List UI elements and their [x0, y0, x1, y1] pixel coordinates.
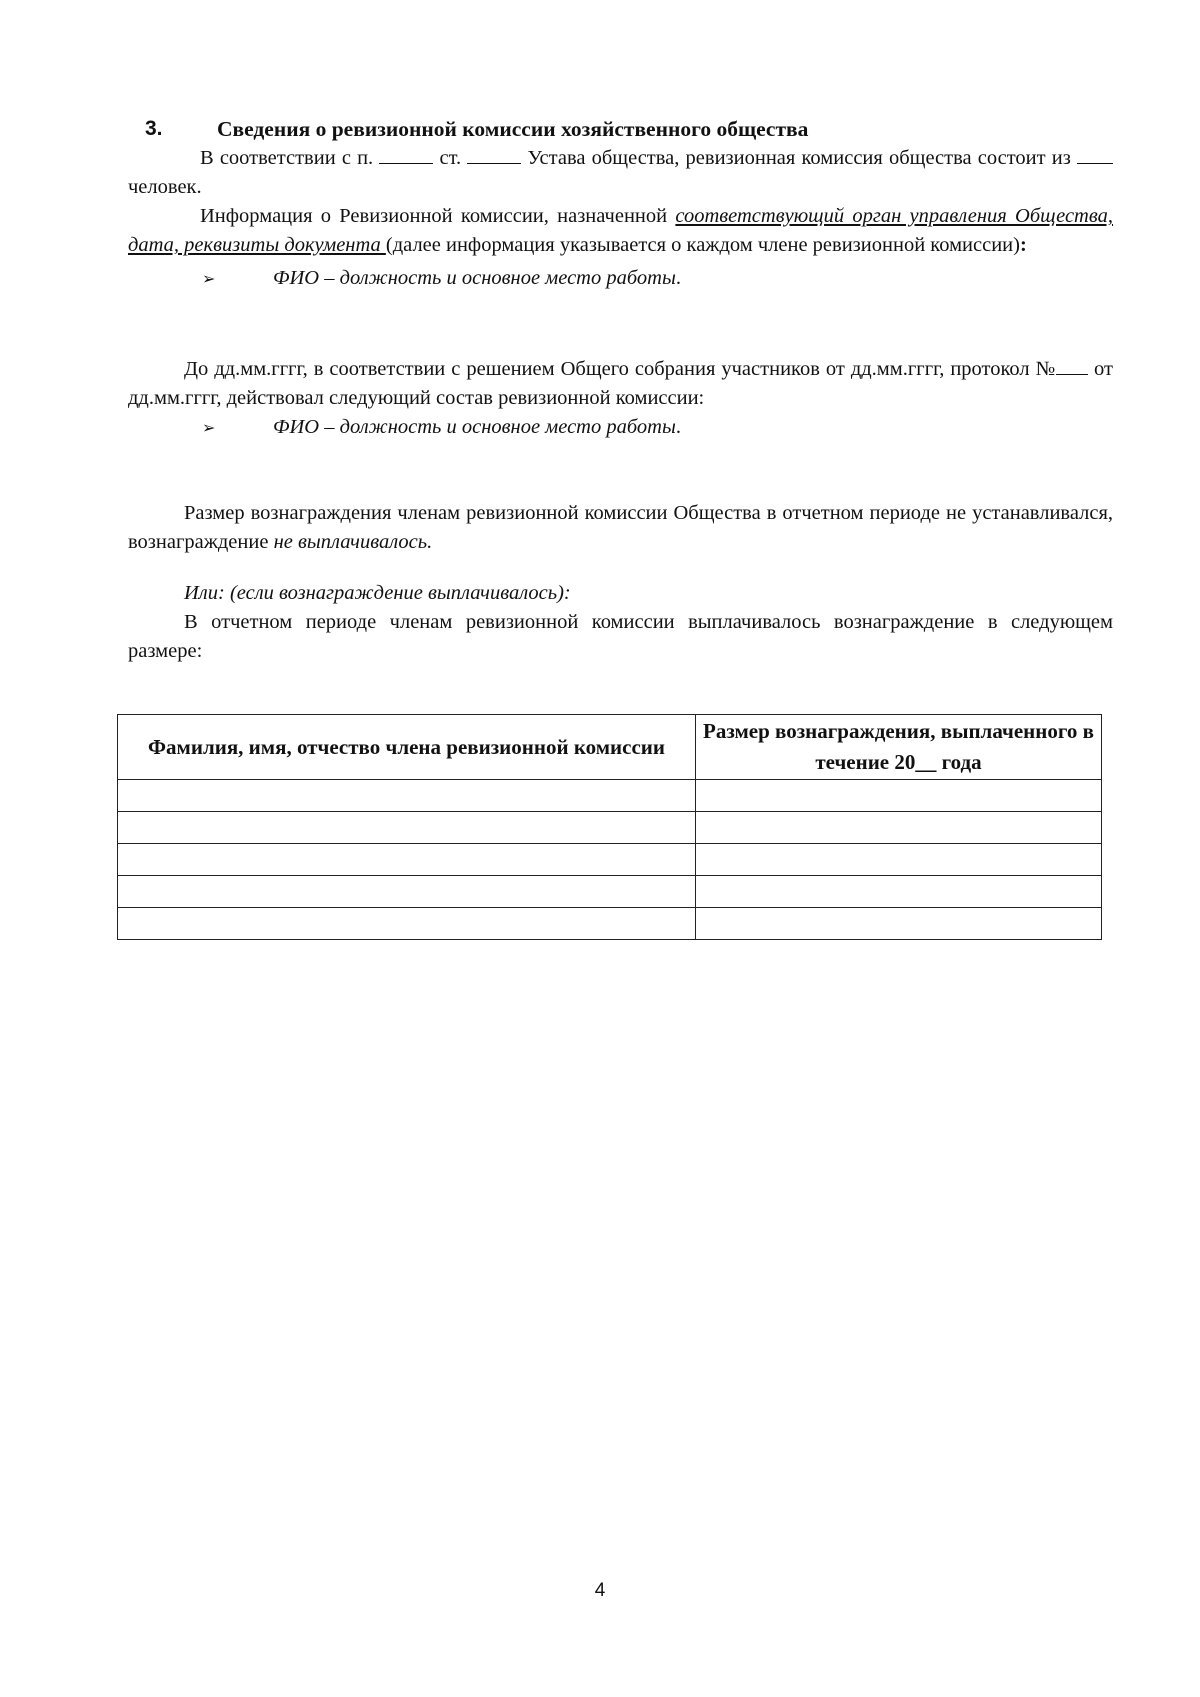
section-heading	[128, 110, 1113, 144]
paragraph-composition	[128, 144, 1113, 202]
text-run: .	[675, 267, 681, 289]
text-run: (далее информация указывается о каждом члене ревизионной комиссии)	[385, 234, 1020, 256]
table-cell[interactable]	[118, 876, 696, 908]
list-item	[128, 264, 1113, 293]
table-cell[interactable]	[696, 844, 1102, 876]
table-cell[interactable]	[118, 844, 696, 876]
table-cell[interactable]	[118, 908, 696, 940]
text-run: В соответствии с п.	[200, 147, 380, 169]
table-cell[interactable]	[118, 780, 696, 812]
blank-field-count	[1077, 147, 1113, 164]
table-row	[118, 908, 1102, 940]
text-run: :	[1019, 234, 1027, 256]
remuneration-table	[117, 714, 1102, 940]
document-page	[128, 110, 1113, 666]
paragraph-remuneration	[128, 499, 1113, 557]
table-row	[118, 812, 1102, 844]
table-header-row	[118, 715, 1102, 780]
section-title: Сведения о ревизионной комиссии хозяйственного общества	[217, 117, 809, 141]
text-run: не выплачивалось.	[273, 531, 433, 553]
text-run: Информация о Ревизионной комиссии, назначенной	[200, 205, 676, 227]
table-row	[118, 876, 1102, 908]
list-item-text	[273, 264, 681, 293]
table-row	[118, 844, 1102, 876]
column-header-amount: Размер вознаграждения, выплаченного в течение 20__ года	[696, 715, 1102, 780]
table-cell[interactable]	[696, 908, 1102, 940]
text-run: Устава общества, ревизионная комиссия общества состоит из	[521, 147, 1077, 169]
list-item	[128, 413, 1113, 442]
table-cell[interactable]	[696, 780, 1102, 812]
arrow-bullet-icon: ➢	[202, 418, 216, 437]
text-run: До дд.мм.гггг, в соответствии с решением Общего собрания участников от дд.мм.гггг, протокол №	[184, 358, 1057, 380]
paragraph-alternative: Или: (если вознаграждение выплачивалось):	[184, 582, 571, 604]
arrow-bullet-icon: ➢	[202, 269, 216, 288]
text-run: от дд.мм.гггг, действовал следующий состав ревизионной комиссии:	[128, 358, 1113, 409]
blank-field-article	[467, 147, 521, 164]
text-run: Размер вознаграждения членам ревизионной комиссии Общества в отчетном периоде не устанавливался, вознаграждение	[128, 502, 1113, 553]
text-run: .	[675, 416, 681, 438]
text-run: ФИО – должность и основное место работы	[273, 416, 676, 438]
page-number: 4	[594, 1580, 606, 1601]
paragraph-paid-remuneration: В отчетном периоде членам ревизионной комиссии выплачивалось вознаграждение в следующем размере:	[128, 611, 1113, 662]
text-run: ст.	[433, 147, 468, 169]
text-run: человек.	[128, 176, 202, 198]
blank-field-protocol	[1056, 358, 1088, 375]
placeholder-governing-body: соответствующий орган управления Общества, дата, реквизиты документа	[128, 205, 1113, 256]
table-cell[interactable]	[696, 876, 1102, 908]
list-item-text	[273, 413, 681, 442]
table-row	[118, 780, 1102, 812]
paragraph-info	[128, 202, 1113, 260]
column-header-name: Фамилия, имя, отчество члена ревизионной комиссии	[118, 715, 696, 780]
paragraph-previous-composition	[128, 355, 1113, 413]
section-number: 3.	[145, 117, 163, 140]
table-cell[interactable]	[696, 812, 1102, 844]
table-cell[interactable]	[118, 812, 696, 844]
text-run: ФИО – должность и основное место работы	[273, 267, 676, 289]
blank-field-clause	[379, 147, 433, 164]
